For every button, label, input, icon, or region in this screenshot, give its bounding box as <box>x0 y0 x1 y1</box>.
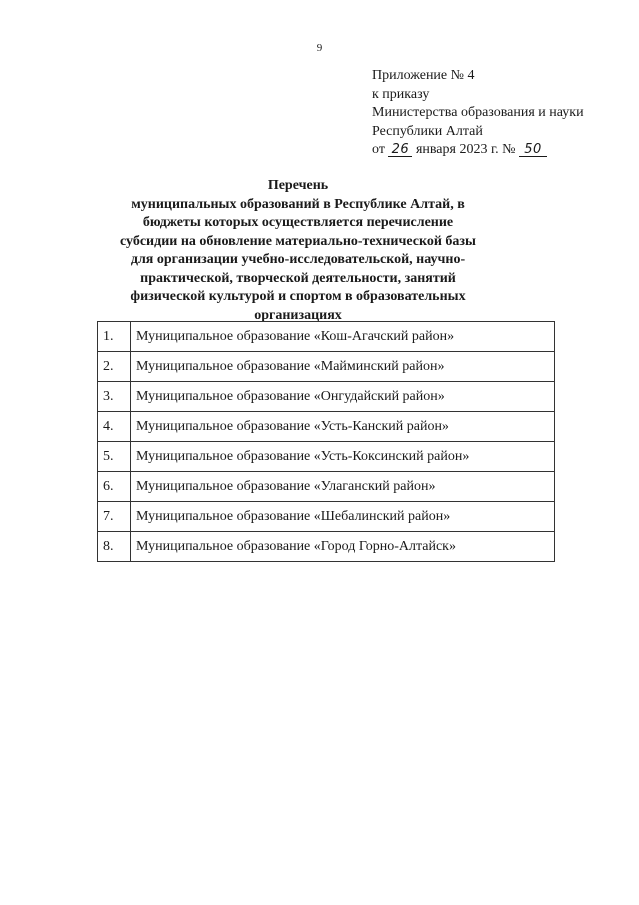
handwritten-order-number: 50 <box>519 143 547 157</box>
heading-body: муниципальных образований в Республике Алтай, в бюджеты которых осуществляется перечисление субсидии на обновление материально-технической базы для организации учебно-исследовательской, научно-практической, творческой деятельности, занятий физической культурой и спортом в образовательных организациях <box>120 196 476 323</box>
table-row <box>98 502 555 532</box>
heading-title: Перечень <box>267 178 329 193</box>
table-row <box>98 382 555 412</box>
municipality-name: Муниципальное образование «Улаганский район» <box>131 472 555 502</box>
row-number: 7. <box>98 502 131 532</box>
row-number: 3. <box>98 382 131 412</box>
municipality-name: Муниципальное образование «Кош-Агачский район» <box>131 322 555 352</box>
date-prefix: от <box>372 142 385 158</box>
row-number: 5. <box>98 442 131 472</box>
municipality-name: Муниципальное образование «Онгудайский район» <box>131 382 555 412</box>
municipality-name: Муниципальное образование «Шебалинский район» <box>131 502 555 532</box>
municipality-name: Муниципальное образование «Город Горно-Алтайск» <box>131 532 555 562</box>
municipalities-table <box>97 321 555 562</box>
row-number: 4. <box>98 412 131 442</box>
municipality-name: Муниципальное образование «Усть-Коксинский район» <box>131 442 555 472</box>
page-number: 9 <box>316 42 323 54</box>
appendix-date-line <box>372 141 584 160</box>
table-row <box>98 472 555 502</box>
table-row <box>98 352 555 382</box>
row-number: 1. <box>98 322 131 352</box>
appendix-order-ref: к приказу <box>372 86 430 102</box>
document-heading <box>118 177 478 325</box>
appendix-block <box>372 67 584 160</box>
appendix-label: Приложение № 4 <box>372 68 475 83</box>
municipality-name: Муниципальное образование «Майминский район» <box>131 352 555 382</box>
handwritten-date-day: 26 <box>388 143 412 157</box>
table-row <box>98 322 555 352</box>
date-rest: января 2023 г. № <box>415 142 516 158</box>
row-number: 2. <box>98 352 131 382</box>
row-number: 6. <box>98 472 131 502</box>
municipality-name: Муниципальное образование «Усть-Канский район» <box>131 412 555 442</box>
table-row <box>98 532 555 562</box>
appendix-republic: Республики Алтай <box>372 123 483 139</box>
appendix-ministry: Министерства образования и науки <box>372 105 584 121</box>
row-number: 8. <box>98 532 131 562</box>
table-row <box>98 442 555 472</box>
table-row <box>98 412 555 442</box>
